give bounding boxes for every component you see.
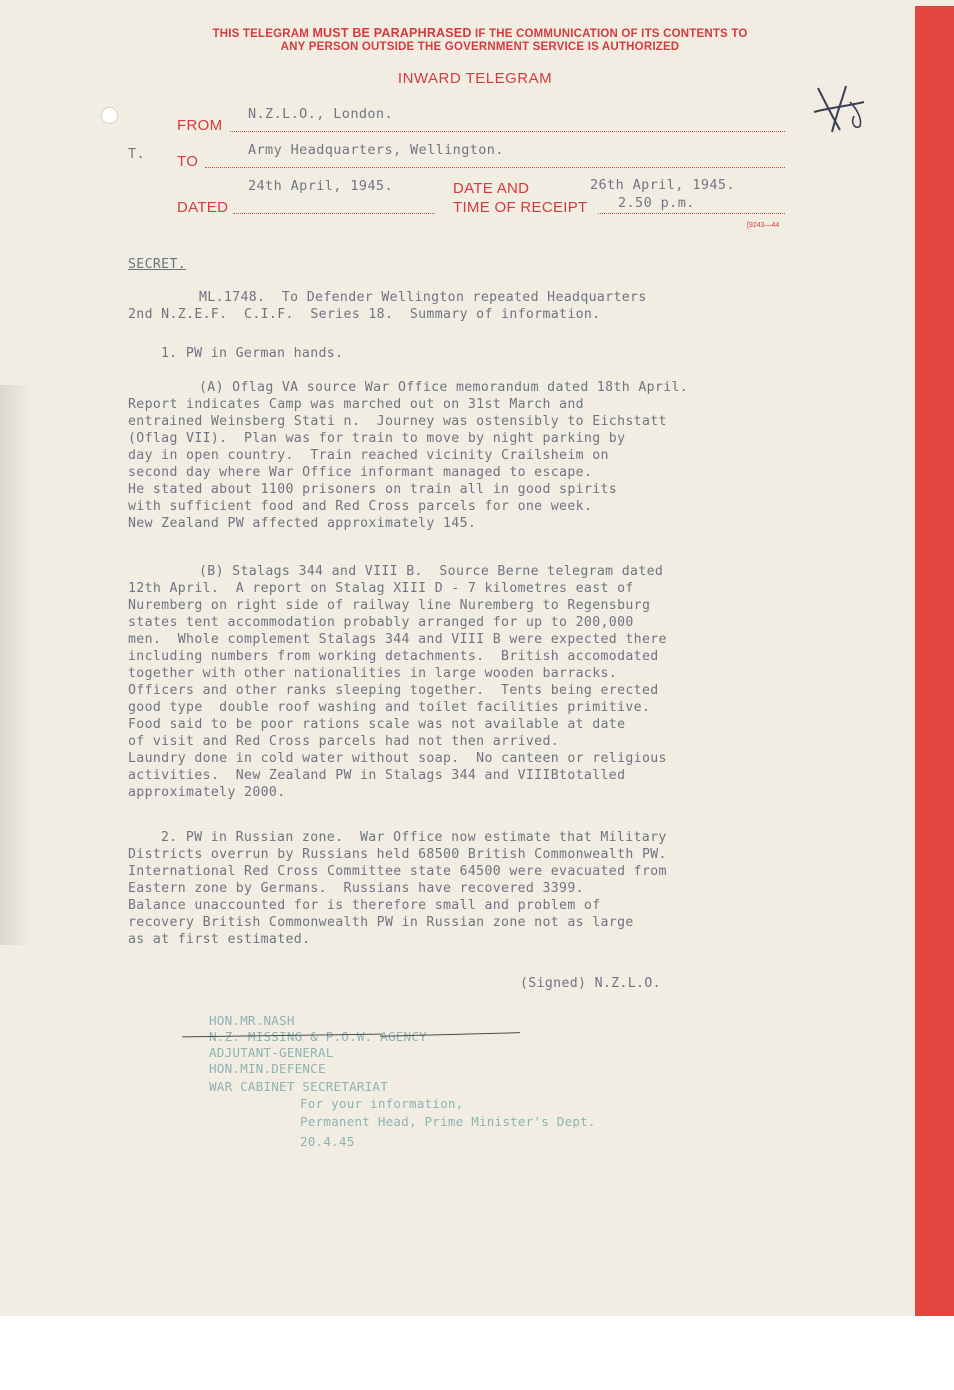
receipt-label-line-1: DATE AND: [453, 180, 530, 197]
warning-text-bold: MUST BE PARAPHRASED: [312, 26, 472, 40]
body-line: as at first estimated.: [128, 932, 311, 947]
body-line: Nuremberg on right side of railway line Nuremberg to Regensburg: [128, 598, 651, 613]
body-line: New Zealand PW affected approximately 145.: [128, 516, 477, 531]
image-footer-band: [0, 1316, 954, 1390]
to-value: Army Headquarters, Wellington.: [248, 142, 504, 158]
from-label: FROM: [177, 117, 223, 134]
body-line: good type double roof washing and toilet facilities primitive.: [128, 700, 651, 715]
signature-line: (Signed) N.Z.L.O.: [520, 976, 661, 991]
paraphrase-warning-line-1: [150, 26, 810, 40]
body-line: Districts overrun by Russians held 68500 British Commonwealth PW.: [128, 847, 667, 862]
to-label: TO: [177, 153, 199, 170]
from-dotted-line: [230, 131, 785, 132]
body-line: entrained Weinsberg Stati n. Journey was ostensibly to Eichstatt: [128, 414, 667, 429]
body-line: together with other nationalities in large wooden barracks.: [128, 666, 618, 681]
page-fold-shadow: [0, 385, 34, 945]
dated-value: 24th April, 1945.: [248, 178, 393, 194]
to-typed-prefix: T.: [128, 146, 146, 162]
body-line: of visit and Red Cross parcels had not then arrived.: [128, 734, 560, 749]
receipt-time-value: 2.50 p.m.: [618, 195, 695, 211]
receipt-dotted-line: [598, 213, 785, 214]
body-line: Officers and other ranks sleeping together. Tents being erected: [128, 683, 659, 698]
stamp-line: HON.MR.NASH: [209, 1013, 295, 1028]
stamp-line: Permanent Head, Prime Minister's Dept.: [300, 1114, 596, 1129]
body-line: with sufficient food and Red Cross parcels for one week.: [128, 499, 593, 514]
body-line: men. Whole complement Stalags 344 and VIII B were expected there: [128, 632, 667, 647]
section-heading: 1. PW in German hands.: [161, 346, 344, 361]
receipt-label-line-2: TIME OF RECEIPT: [453, 199, 588, 216]
body-line: He stated about 1100 prisoners on train all in good spirits: [128, 482, 618, 497]
stamp-line: For your information,: [300, 1096, 464, 1111]
stamp-line: N.Z. MISSING & P.O.W. AGENCY: [209, 1029, 427, 1044]
dated-label: DATED: [177, 199, 229, 216]
receipt-date-value: 26th April, 1945.: [590, 177, 735, 193]
paraphrase-warning-line-2: ANY PERSON OUTSIDE THE GOVERNMENT SERVICE IS AUTHORIZED: [280, 41, 680, 53]
classification: SECRET.: [128, 257, 187, 272]
body-line: states tent accommodation probably arranged for up to 200,000: [128, 615, 634, 630]
body-line: Eastern zone by Germans. Russians have recovered 3399.: [128, 881, 584, 896]
stamp-line: 20.4.45: [300, 1134, 355, 1149]
body-line: recovery British Commonwealth PW in Russian zone not as large: [128, 915, 634, 930]
body-line: approximately 2000.: [128, 785, 286, 800]
from-value: N.Z.L.O., London.: [248, 106, 393, 122]
stamp-line: HON.MIN.DEFENCE: [209, 1061, 326, 1076]
body-line: (A) Oflag VA source War Office memorandum dated 18th April.: [199, 380, 689, 395]
body-line: 12th April. A report on Stalag XIII D - 7 kilometres east of: [128, 581, 634, 596]
warning-text-post: IF THE COMMUNICATION OF ITS CONTENTS TO: [471, 28, 748, 40]
body-line: (Oflag VII). Plan was for train to move by night parking by: [128, 431, 626, 446]
body-line: Balance unaccounted for is therefore small and problem of: [128, 898, 601, 913]
dated-dotted-line: [233, 213, 435, 214]
body-line: day in open country. Train reached vicinity Crailsheim on: [128, 448, 609, 463]
stamp-line: WAR CABINET SECRETARIAT: [209, 1079, 388, 1094]
body-line: International Red Cross Committee state 64500 were evacuated from: [128, 864, 667, 879]
body-line: 2nd N.Z.E.F. C.I.F. Series 18. Summary of information.: [128, 307, 601, 322]
to-dotted-line: [205, 167, 785, 168]
handwritten-initials-mark: [806, 80, 870, 140]
body-line: activities. New Zealand PW in Stalags 344 and VIIIBtotalled: [128, 768, 626, 783]
warning-text-pre: THIS TELEGRAM: [212, 28, 313, 40]
form-number: [9243—44: [747, 222, 780, 229]
body-line: Food said to be poor rations scale was not available at date: [128, 717, 626, 732]
body-line: ML.1748. To Defender Wellington repeated Headquarters: [199, 290, 647, 305]
body-line: (B) Stalags 344 and VIII B. Source Berne telegram dated: [199, 564, 664, 579]
body-line: 2. PW in Russian zone. War Office now estimate that Military: [161, 830, 667, 845]
stamp-line: ADJUTANT-GENERAL: [209, 1045, 334, 1060]
body-line: second day where War Office informant managed to escape.: [128, 465, 593, 480]
body-line: Laundry done in cold water without soap. No canteen or religious: [128, 751, 667, 766]
body-line: Report indicates Camp was marched out on 31st March and: [128, 397, 584, 412]
form-title: INWARD TELEGRAM: [397, 70, 553, 87]
punch-hole: [101, 107, 118, 124]
body-line: including numbers from working detachments. British accomodated: [128, 649, 659, 664]
red-margin-stripe: [915, 6, 954, 1316]
